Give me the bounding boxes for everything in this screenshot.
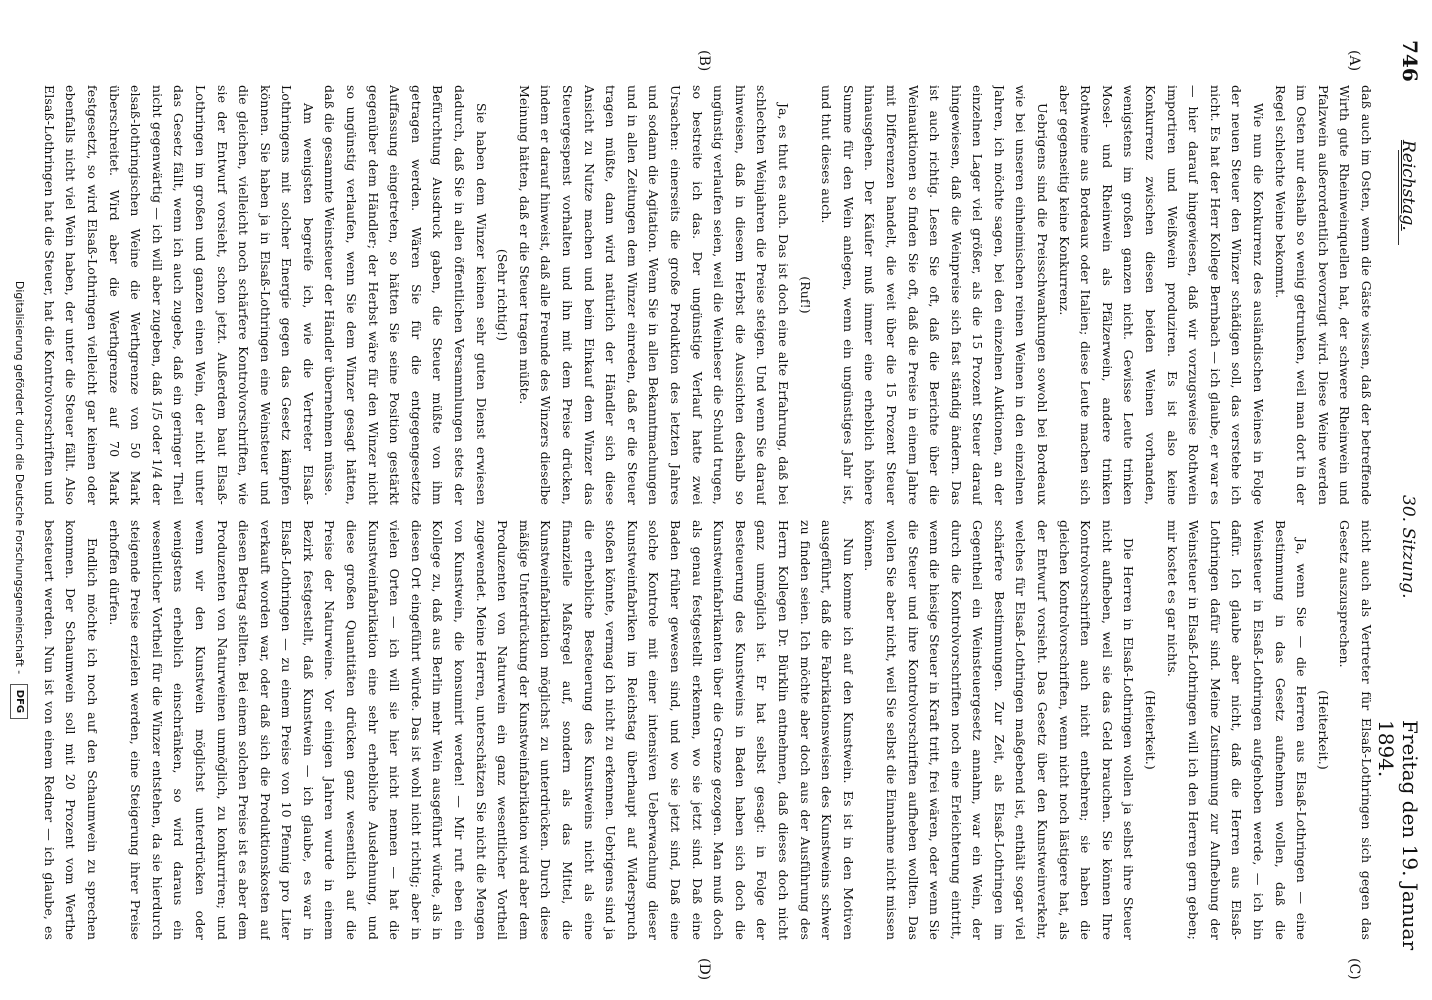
paragraph: Am wenigsten begreife ich, wie die Vertreter Elsaß-Lothringens mit solcher Energie gegen das Gesetz kämpfen können. Sie haben ja in Elsaß-Lothringen eine Weinsteuer und die gleichen, vielleicht noch schärfere Kontrolvorschriften, wie sie der Entwurf vorsieht, schon jetzt. Außerdem baut Elsaß-Lothringen im großen und ganzen einen Wein, der nicht unter das Gesetz fällt, wenn ich auch zugebe, daß ein geringer Theil nicht gegenwärtig — ich will aber zugeben, daß 1/5 oder 1/4 der elsaß-lothringischen Weine die Werthgrenze von 50 Mark überschreitet. Wird aber die Werthgrenze auf 70 Mark festgesetzt, so wird Elsaß-Lothringen vielleicht gar keinen oder ebenfalls nicht viel Wein haben, der unter die Steuer fällt. Also Elsaß-Lothringen hat die Steuer, hat die Kontrolvorschriften und <box>41 85 316 505</box>
right-text-column <box>37 520 1377 940</box>
session-date: Freitag den 19. Januar 1894. <box>1374 720 1422 951</box>
margin-marker-d: (D) <box>696 958 712 981</box>
interjection: (Heiterkeit.) <box>1143 690 1159 770</box>
paragraph: Sie haben dem Winzer keinen sehr guten Dienst erwiesen dadurch, daß Sie in allen öffentlichen Versammlungen stets der Befürchtung Ausdruck gaben, die Steuer müßte von ihm getragen werden. Wären Sie für die entgegengesetzte Auffassung eingetreten, so hätten Sie seine Position gestärkt gegenüber dem Händler; der Herbst wäre für den Winzer nicht so ungünstig verlaufen, wenn Sie dem Winzer gesagt hätten, daß die gesammte Weinsteuer der Händler übernehmen müsse. <box>322 85 489 505</box>
digitization-credit <box>6 0 32 1000</box>
margin-marker-c: (C) <box>1346 958 1362 980</box>
credit-text: Digitalisierung gefördert durch die Deutsche Forschungsgemeinschaft - <box>13 280 26 675</box>
running-head <box>1374 0 1432 1000</box>
paragraph: Die Herren in Elsaß-Lothringen wollen ja selbst ihre Steuer nicht aufheben, weil sie das Geld brauchen. Sie können Ihre Kontrolvorschriften auch nicht entbehren; sie haben die gleichen Kontrolvorschriften, wenn nicht noch lästigere hat, als der Entwurf vorsieht. Das Gesetz über den Kunstweinverkehr, welches für Elsaß-Lothringen maßgebend ist, enthält sogar viel schärfere Bestimmungen. Zur Zeit, als Elsaß-Lothringen im Gegentheil ein Weinsteuergesetz annahm, war ein Wein, der durch die Kontrolvorschriften noch eine Erleichterung eintritt, wenn die hiesige Steuer in Kraft tritt, frei wären, oder wenn Sie die Steuer und ihre Kontrolvorschriften aufheben wollten. Das wollen Sie aber nicht, weil Sie selbst die Einnahme nicht missen können. <box>862 520 1137 940</box>
paragraph: Wie nun die Konkurrenz des ausländischen Weines in Folge der neuen Steuer den Winzer schädigen soll, das verstehe ich nicht. Es hat der Herr Kollege Bernbach — ich glaube, er war es — hier darauf hingewiesen, daß wir vorzugsweise Rothwein importiren und Weißwein produziren. Es ist also keine Konkurrenz zwischen diesen beiden Weinen vorhanden, wenigstens im großen ganzen nicht. Gewisse Leute trinken Mosel- und Rheinwein als Pfälzerwein, andere trinken Rothweine aus Bordeaux oder Italien; diese Leute machen sich aber gegenseitig keine Konkurrenz. <box>1056 85 1267 505</box>
chamber-title: Reichstag. <box>1398 140 1418 231</box>
paragraph: daß auch im Osten, wenn die Gäste wissen, daß der betreffende Wirth gute Rheinweinquellen hat, der schwere Rheinwein und Pfalzwein außerordentlich bevorzugt wird. Diese Weine werden im Osten nur deshalb so wenig getrunken, weil man dort in der Regel schlechte Weine bekommt. <box>1272 85 1374 505</box>
interjection: (Ruf!) <box>797 276 813 314</box>
page-number: 746 <box>1398 40 1422 82</box>
dfg-logo: DFG <box>10 684 28 719</box>
paragraph: Uebrigens sind die Preisschwankungen sowohl bei Bordeaux wie bei unseren einheimischen reinen Weinen in den einzelnen Jahren, ich möchte sagen, bei den einzelnen Auktionen, an der einzelnen Lager viel größer, als die 15 Prozent Steuer darauf hingewiesen, daß die Weinpreise sich fast ständig ändern. Das ist auch richtig. Lesen Sie oft, daß die Berichte über die Weinauktionen so finden Sie oft, daß die Preise in einem Jahre mit Differenzen handelt, die weit über die 15 Prozent Steuer hinausgehen. Der Käufer muß immer eine erheblich höhere Summe für den Wein anlegen, wenn ein ungünstiges Jahr ist, und thut dieses auch. <box>819 85 1051 505</box>
interjection: (Sehr richtig!) <box>495 248 511 342</box>
margin-marker-b: (B) <box>696 50 712 72</box>
interjection: (Heiterkeit.) <box>1315 690 1331 770</box>
header-rule <box>1398 150 1399 245</box>
margin-marker-a: (A) <box>1346 50 1362 72</box>
paragraph: Ja, wenn Sie — die Herren aus Elsaß-Lothringen — eine Bestimmung in das Gesetz aufnehmen wollen, daß die Weinsteuer in Elsaß-Lothringen aufgehoben werde, — ich bin dafür. Ich glaube aber nicht, daß die Herren aus Elsaß-Lothringen dafür sind. Meine Zustimmung zur Aufhebung der Weinsteuer in Elsaß-Lothringen will ich den Herren gern geben; mir kostet es gar nichts. <box>1164 520 1310 940</box>
paragraph: nicht auch als Vertreter für Elsaß-Lothringen sich gegen das Gesetz auszusprechen. <box>1337 520 1374 940</box>
session-number: 30. Sitzung. <box>1398 495 1418 599</box>
paragraph: Endlich möchte ich noch auf den Schaumwein zu sprechen kommen. Der Schaumwein soll mit 20 Prozent vom Werthe besteuert werden. Nun ist von einem Redner — ich glaube, es <box>41 520 100 940</box>
paragraph: Ja, es thut es auch. Das ist doch eine alte Erfahrung, daß bei schlechten Weinjahren die Preise steigen. Und wenn Sie darauf hinweisen, daß in diesem Herbst die Aussichten deshalb so ungünstig verlaufen seien, weil die Weinleser die Schuld trugen, so bestreite ich das. Der ungünstige Verlauf hatte zwei Ursachen: einerseits die große Produktion des letzten Jahres und sodann die Agitation. Wenn Sie in allen Bekanntmachungen und in allen Zeitungen dem Winzer einreden, daß er die Steuer tragen müßte, dann wird natürlich der Händler sich diese Ansicht zu Nutze machen und beim Einkauf dem Winzer das Steuergespenst vorhalten und ihn mit dem Preise drücken, indem er darauf hinweist, daß alle Freunde des Winzers dieselbe Meinung hätten, daß er die Steuer tragen müßte. <box>516 85 791 505</box>
paragraph: Nun komme ich auf den Kunstwein. Es ist in den Motiven ausgeführt, daß die Fabrikationsweisen des Kunstweins schwer zu finden seien. Ich möchte aber doch aus der Ausführung des Herrn Kollegen Dr. Bürklin entnehmen, daß dieses doch nicht ganz unmöglich ist. Er hat selbst gesagt: in Folge der Besteuerung des Kunstweins in Baden haben sich doch die Kunstweinfabrikanten über die Grenze gezogen. Man muß doch als genau festgestellt erkennen, wo sie jetzt sind. Daß eine Baden früher gewesen sind, und wo sie jetzt sind, Daß eine solche Kontrole mit einer intensiven Ueberwachung dieser Kunstweinfabriken im Reichstag überhaupt auf Widerspruch stoßen könnte, vermag ich nicht zu erkennen. Uebrigens sind ja die erhebliche Besteuerung des Kunstweins nicht als eine finanzielle Maßregel auf, sondern als das Mittel, die Kunstweinfabrikation möglichst zu unterdrücken. Durch diese mäßige Unterdrückung der Kunstweinfabrikation wird aber dem Produzenten von Naturwein ein ganz wesentlicher Vortheil zugewendet. Meine Herren, unterschätzen Sie nicht die Mengen von Kunstwein, die konsumirt werden! — Mir ruft eben ein Kollege zu, daß aus Berlin mehr Wein ausgeführt würde, als in diesen Ort eingeführt würde. Das ist wohl nicht richtig; aber in vielen Orten — ich will sie hier nicht nennen — hat die Kunstweinfabrikation eine sehr erhebliche Ausdehnung, und diese großen Quantitäten drücken ganz wesentlich auf die Preise der Naturweine. Vor einigen Jahren wurde in einem Bezirk festgestellt, daß Kunstwein — ich glaube, es war in Elsaß-Lothringen — zu einem Preise von 10 Pfennig pro Liter verkauft worden war, oder daß sich die Produktionskosten auf diesen Betrag stellten. Bei einem solchen Preise ist es aber dem Produzenten von Naturweinen unmöglich, zu konkurriren; und wenn wir den Kunstwein möglichst unterdrücken oder wenigstens erheblich einschränken, so wird daraus ein wesentlicher Vortheil für die Winzer entstehen, da sie hierdurch steigende Preise erzielen werden, eine Steigerung ihrer Preise erhoffen dürfen. <box>106 520 856 940</box>
left-text-column <box>37 85 1377 505</box>
